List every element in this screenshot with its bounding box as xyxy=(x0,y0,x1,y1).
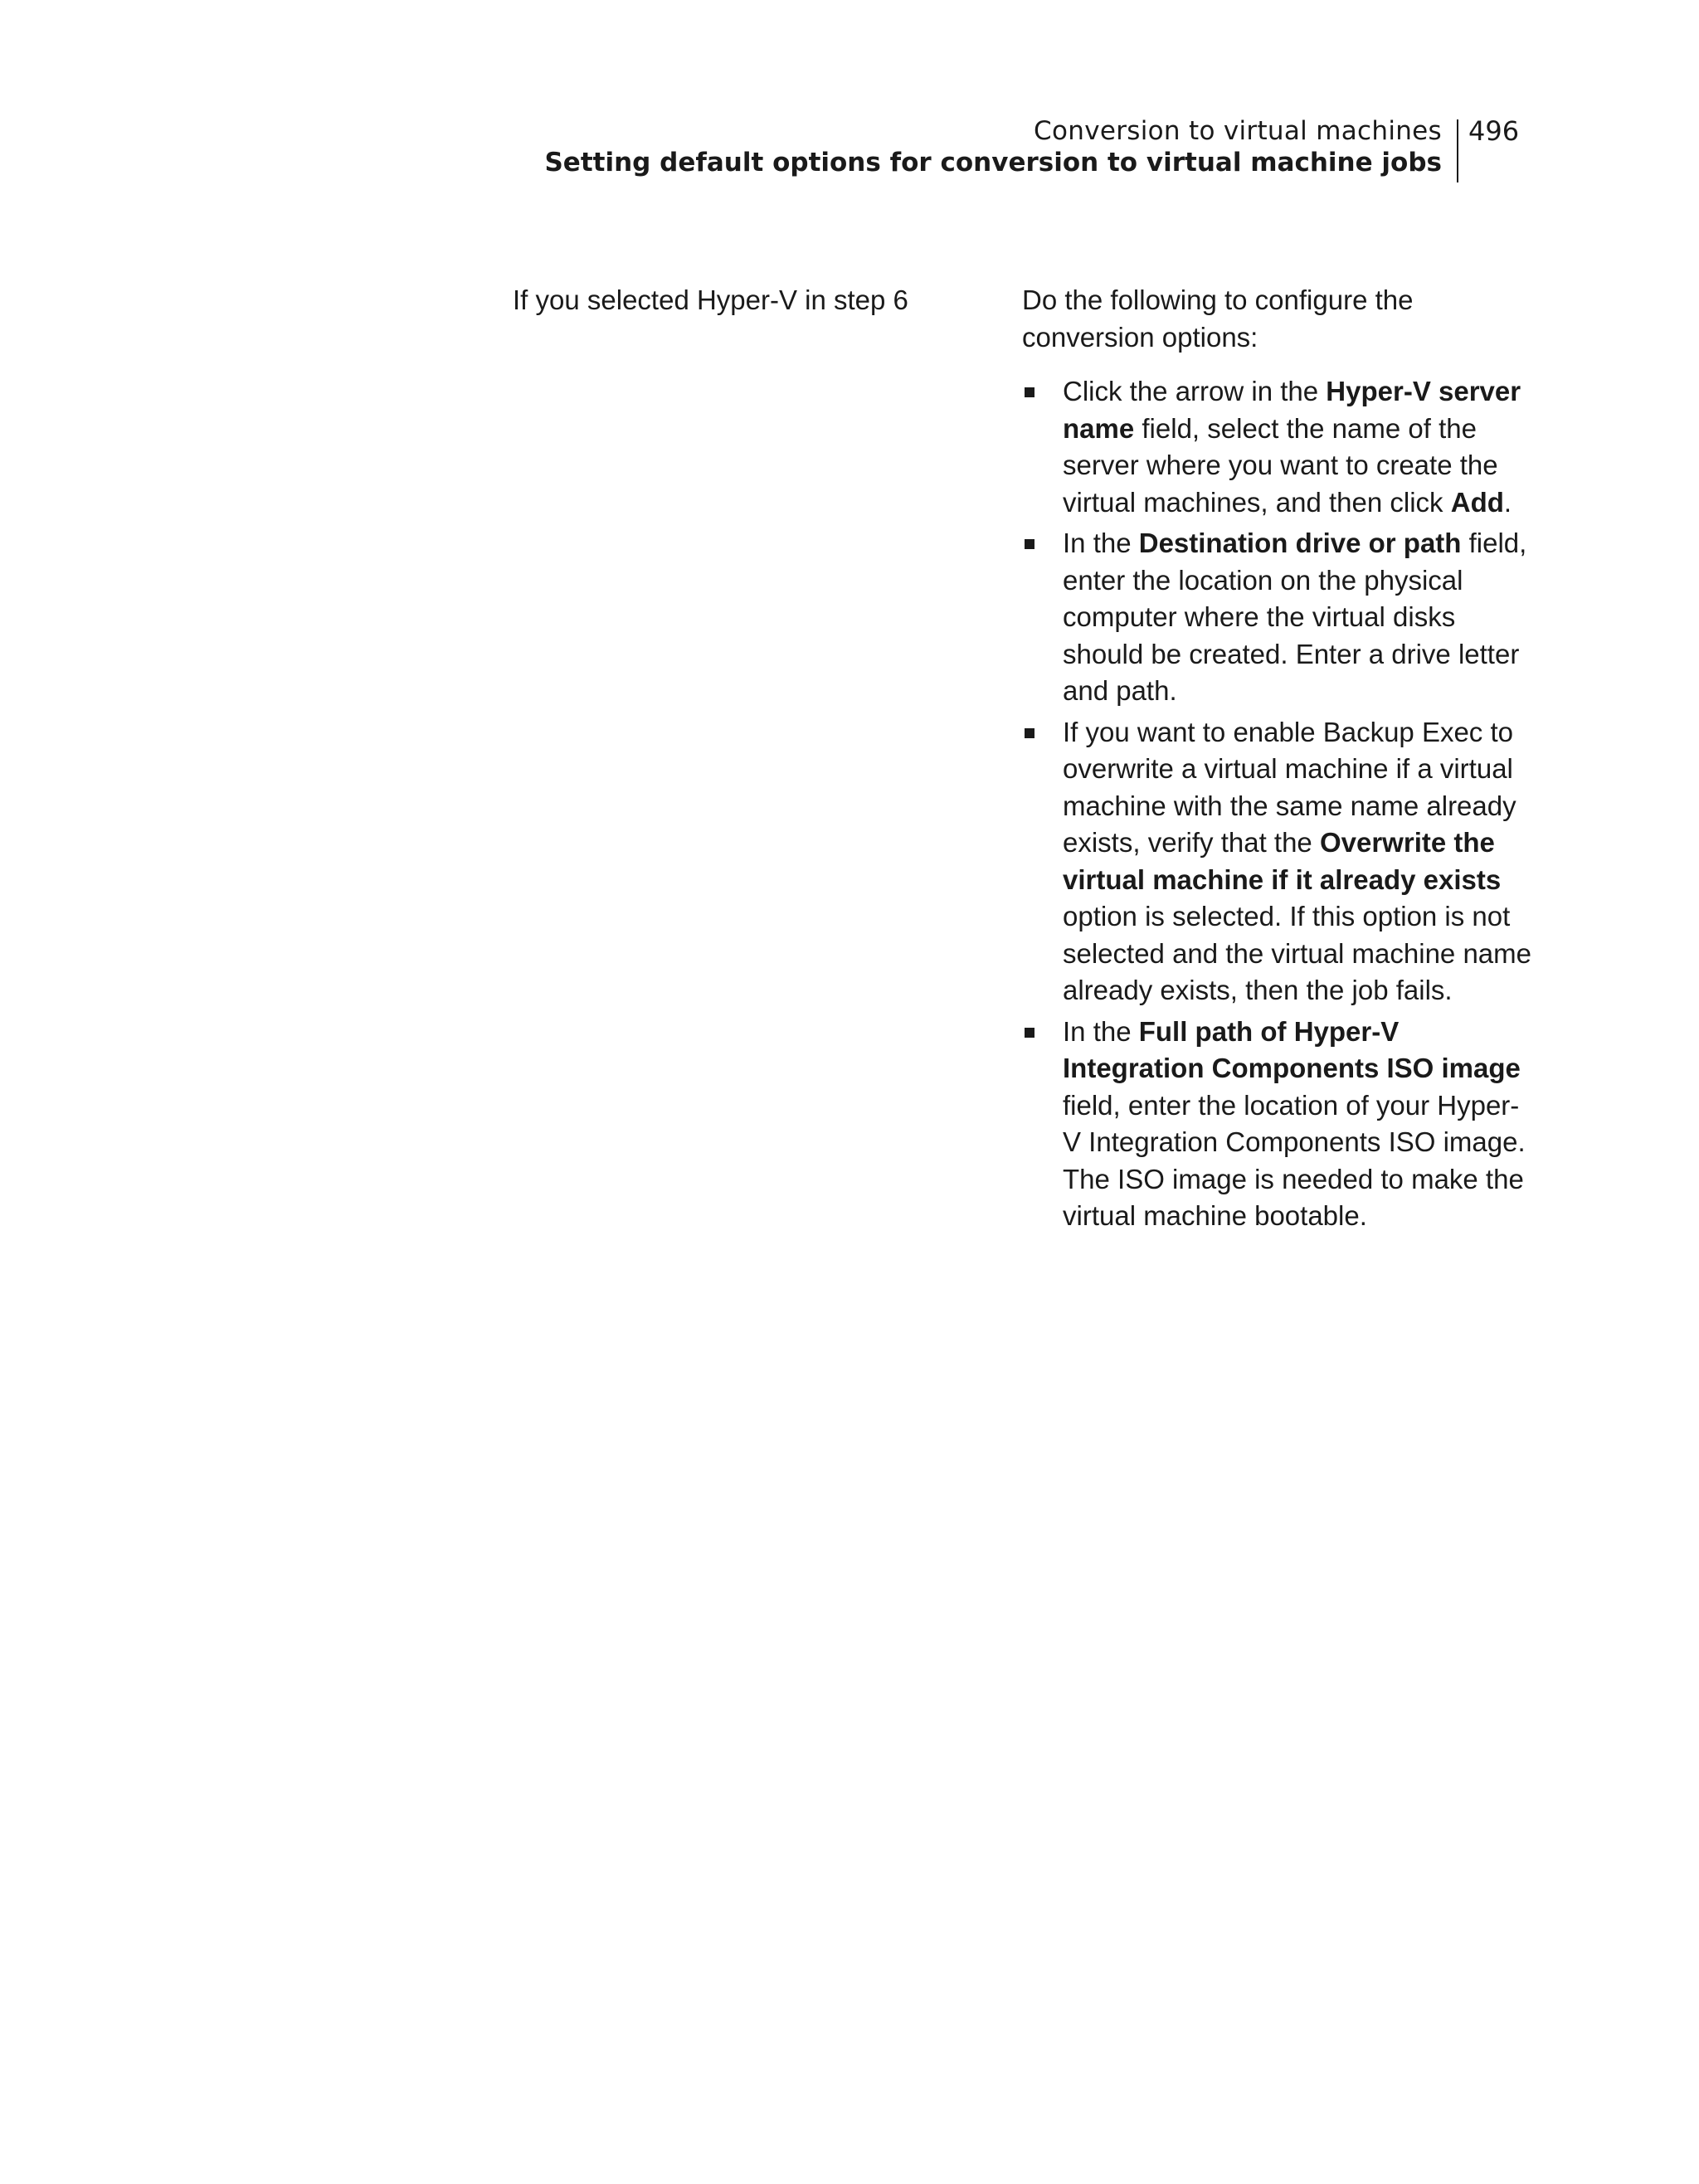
steps-list xyxy=(1022,373,1536,1235)
step-text-run: field, select the name of the server where you want to create the virtual machines, and then click xyxy=(1063,412,1498,518)
step-text xyxy=(1063,376,1521,518)
bold-ui-term: Destination drive or path xyxy=(1138,528,1462,558)
bold-ui-term: Overwrite the virtual machine if it already exists xyxy=(1063,827,1502,895)
header-titles xyxy=(529,116,1442,178)
step-text-run: If you want to enable Backup Exec to overwrite a virtual machine if a virtual machine with the same name already exists, verify that the xyxy=(1063,716,1516,858)
list-item xyxy=(1022,373,1536,521)
step-text-run: field, enter the location on the physical computer where the virtual disks should be created. Enter a drive letter and path. xyxy=(1063,528,1527,706)
step-text-run: field, enter the location of your Hyper-V Integration Components ISO image. The ISO image is needed to make the virtual machine bootable. xyxy=(1063,1089,1526,1231)
bold-ui-term: Full path of Hyper-V Integration Components ISO image xyxy=(1063,1015,1521,1083)
header-divider xyxy=(1457,119,1458,182)
instructions-cell xyxy=(1022,282,1536,1239)
square-bullet-icon xyxy=(1025,539,1034,549)
chapter-title: Conversion to virtual machines xyxy=(1034,116,1442,146)
square-bullet-icon xyxy=(1025,1028,1034,1038)
list-item xyxy=(1022,525,1536,710)
list-item xyxy=(1022,1014,1536,1235)
step-text xyxy=(1063,717,1531,1006)
step-text-run: In the xyxy=(1063,1015,1139,1047)
square-bullet-icon xyxy=(1025,387,1034,397)
page-number: 496 xyxy=(1468,115,1520,147)
bold-ui-term: Add xyxy=(1450,486,1504,518)
step-text-run: option is selected. If this option is not selected and the virtual machine name already exists, then the job fails. xyxy=(1063,901,1531,1005)
step-text-run: Click the arrow in the xyxy=(1063,376,1327,406)
condition-cell: If you selected Hyper-V in step 6 xyxy=(513,285,908,315)
step-text-run: . xyxy=(1503,486,1512,518)
section-title: Setting default options for conversion to virtual machine jobs xyxy=(544,148,1442,178)
square-bullet-icon xyxy=(1025,728,1034,738)
instructions-intro: Do the following to configure the conversion options: xyxy=(1022,285,1414,353)
list-item xyxy=(1022,714,1536,1009)
bold-ui-term: Hyper-V server name xyxy=(1063,376,1521,444)
step-text-run: In the xyxy=(1063,528,1139,558)
step-text xyxy=(1063,528,1526,706)
step-text xyxy=(1063,1016,1526,1232)
